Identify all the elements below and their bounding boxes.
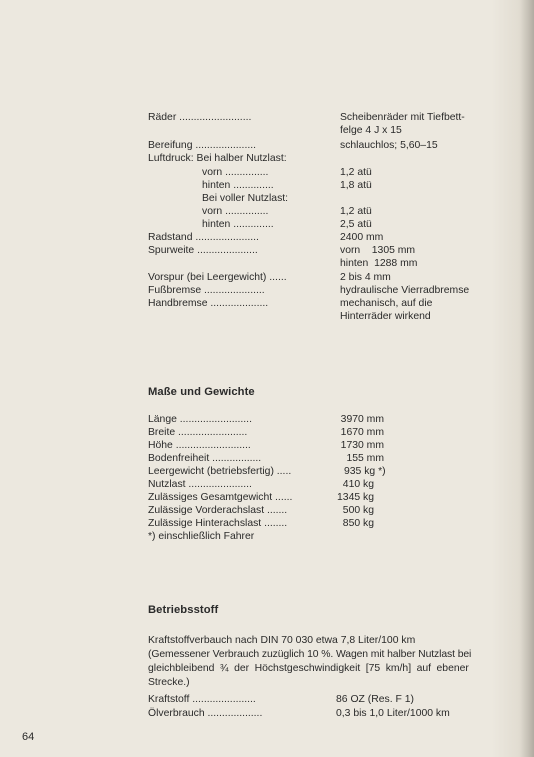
spec-value: vorn 1305 mm bbox=[340, 245, 416, 256]
spec-label: Handbremse .................... bbox=[148, 298, 269, 309]
spec-value: 2 bis 4 mm bbox=[340, 272, 391, 283]
spec-label: Fußbremse ..................... bbox=[148, 285, 265, 296]
spec-value: 2,5 atü bbox=[340, 219, 372, 230]
paragraph-line: Kraftstoffverbauch nach DIN 70 030 etwa 7,8 Liter/100 km bbox=[148, 635, 416, 646]
spec-label: Zulässige Hinterachslast ........ bbox=[148, 518, 288, 529]
spec-label: hinten .............. bbox=[202, 219, 274, 230]
spec-value: 1670 mm bbox=[340, 427, 384, 438]
spec-label: Leergewicht (betriebsfertig) ..... bbox=[148, 466, 292, 477]
spec-value: 1,2 atü bbox=[340, 206, 372, 217]
page-spine-shadow bbox=[520, 0, 534, 757]
spec-label: Bereifung ..................... bbox=[148, 140, 256, 151]
spec-value: 850 kg bbox=[342, 518, 374, 529]
spec-value: 1345 kg bbox=[337, 492, 374, 503]
paragraph-line: gleichbleibend ¾ der Höchstgeschwindigkeit [75 km/h] auf ebener bbox=[148, 663, 469, 674]
spec-label: Vorspur (bei Leergewicht) ...... bbox=[148, 272, 287, 283]
footnote-text: *) einschließlich Fahrer bbox=[148, 531, 255, 542]
spec-value: 1,2 atü bbox=[340, 167, 372, 178]
spec-value: 500 kg bbox=[342, 505, 374, 516]
spec-label: Räder ......................... bbox=[148, 112, 252, 123]
spec-value: hinten 1288 mm bbox=[340, 258, 418, 269]
paragraph-line: (Gemessener Verbrauch zuzüglich 10 %. Wagen mit halber Nutzlast bei bbox=[148, 649, 472, 660]
spec-label: Bodenfreiheit ................. bbox=[148, 453, 262, 464]
paragraph-line: Strecke.) bbox=[148, 677, 190, 688]
section-heading-fuel: Betriebsstoff bbox=[148, 604, 219, 616]
spec-value: 935 kg *) bbox=[344, 466, 386, 477]
spec-value: 86 OZ (Res. F 1) bbox=[336, 694, 414, 705]
spec-label: Kraftstoff ...................... bbox=[148, 694, 256, 705]
spec-value: felge 4 J x 15 bbox=[340, 125, 402, 136]
page-number: 64 bbox=[22, 731, 35, 743]
spec-value: mechanisch, auf die bbox=[340, 298, 433, 309]
spec-label: Bei voller Nutzlast: bbox=[202, 193, 289, 204]
spec-label: Radstand ...................... bbox=[148, 232, 259, 243]
spec-value: schlauchlos; 5,60–15 bbox=[340, 140, 438, 151]
spec-value: 155 mm bbox=[346, 453, 384, 464]
spec-value: 2400 mm bbox=[340, 232, 384, 243]
spec-value: Hinterräder wirkend bbox=[340, 311, 431, 322]
spec-value: 1730 mm bbox=[340, 440, 384, 451]
spec-value: 3970 mm bbox=[340, 414, 384, 425]
spec-label: Länge ......................... bbox=[148, 414, 252, 425]
spec-label: Zulässiges Gesamtgewicht ...... bbox=[148, 492, 293, 503]
spec-label: Breite ........................ bbox=[148, 427, 248, 438]
spec-label: vorn ............... bbox=[202, 206, 269, 217]
spec-label: Spurweite ..................... bbox=[148, 245, 258, 256]
spec-label: vorn ............... bbox=[202, 167, 269, 178]
spec-label: Zulässige Vorderachslast ....... bbox=[148, 505, 288, 516]
spec-label: Nutzlast ...................... bbox=[148, 479, 252, 490]
section-heading-dimensions: Maße und Gewichte bbox=[148, 386, 255, 398]
spec-value: 410 kg bbox=[342, 479, 374, 490]
spec-value: 1,8 atü bbox=[340, 180, 372, 191]
spec-label: hinten .............. bbox=[202, 180, 274, 191]
spec-value: Scheibenräder mit Tiefbett- bbox=[340, 112, 465, 123]
spec-label: Höhe .......................... bbox=[148, 440, 251, 451]
spec-value: hydraulische Vierradbremse bbox=[340, 285, 470, 296]
spec-value: 0,3 bis 1,0 Liter/1000 km bbox=[336, 708, 450, 719]
spec-label: Luftdruck: Bei halber Nutzlast: bbox=[148, 153, 287, 164]
spec-label: Ölverbrauch ................... bbox=[148, 708, 263, 719]
